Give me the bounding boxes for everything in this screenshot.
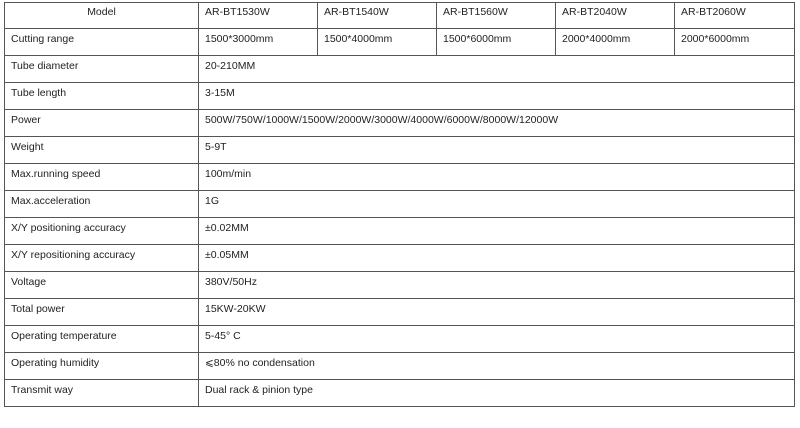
row-label: Operating temperature	[5, 326, 199, 353]
row-label: Weight	[5, 137, 199, 164]
row-value: 5-9T	[199, 137, 795, 164]
row-label: X/Y repositioning accuracy	[5, 245, 199, 272]
table-row	[5, 164, 795, 191]
table-row	[5, 380, 795, 407]
row-label: Tube diameter	[5, 56, 199, 83]
row-value: 5-45° C	[199, 326, 795, 353]
table-header-row	[5, 3, 795, 29]
row-label: Tube length	[5, 83, 199, 110]
row-value: 100m/min	[199, 164, 795, 191]
row-label: Max.running speed	[5, 164, 199, 191]
table-row	[5, 245, 795, 272]
row-value: 20-210MM	[199, 56, 795, 83]
table-row	[5, 272, 795, 299]
row-label: Max.acceleration	[5, 191, 199, 218]
header-model-2: AR-BT1540W	[318, 3, 437, 29]
row-label: Total power	[5, 299, 199, 326]
header-model-5: AR-BT2060W	[675, 3, 795, 29]
row-value: 380V/50Hz	[199, 272, 795, 299]
header-model-4: AR-BT2040W	[556, 3, 675, 29]
cutting-range-5: 2000*6000mm	[675, 29, 795, 56]
table-row	[5, 191, 795, 218]
table-row	[5, 353, 795, 380]
cutting-range-3: 1500*6000mm	[437, 29, 556, 56]
row-value: ±0.02MM	[199, 218, 795, 245]
row-value: 1G	[199, 191, 795, 218]
row-label: Power	[5, 110, 199, 137]
row-value: 3-15M	[199, 83, 795, 110]
table-row	[5, 83, 795, 110]
table-row	[5, 56, 795, 83]
header-model-1: AR-BT1530W	[199, 3, 318, 29]
table-row	[5, 218, 795, 245]
row-label: Operating humidity	[5, 353, 199, 380]
cutting-range-2: 1500*4000mm	[318, 29, 437, 56]
row-label: Cutting range	[5, 29, 199, 56]
cutting-range-1: 1500*3000mm	[199, 29, 318, 56]
table-row	[5, 110, 795, 137]
row-value: 500W/750W/1000W/1500W/2000W/3000W/4000W/6000W/8000W/12000W	[199, 110, 795, 137]
row-value: ±0.05MM	[199, 245, 795, 272]
header-model-label: Model	[5, 3, 199, 29]
spec-table	[4, 2, 795, 407]
cutting-range-4: 2000*4000mm	[556, 29, 675, 56]
header-model-3: AR-BT1560W	[437, 3, 556, 29]
row-value: Dual rack & pinion type	[199, 380, 795, 407]
row-label: Voltage	[5, 272, 199, 299]
row-label: Transmit way	[5, 380, 199, 407]
row-value: 15KW-20KW	[199, 299, 795, 326]
row-value: ⩽80% no condensation	[199, 353, 795, 380]
table-row	[5, 299, 795, 326]
row-label: X/Y positioning accuracy	[5, 218, 199, 245]
table-row	[5, 137, 795, 164]
table-row-cutting-range	[5, 29, 795, 56]
table-row	[5, 326, 795, 353]
